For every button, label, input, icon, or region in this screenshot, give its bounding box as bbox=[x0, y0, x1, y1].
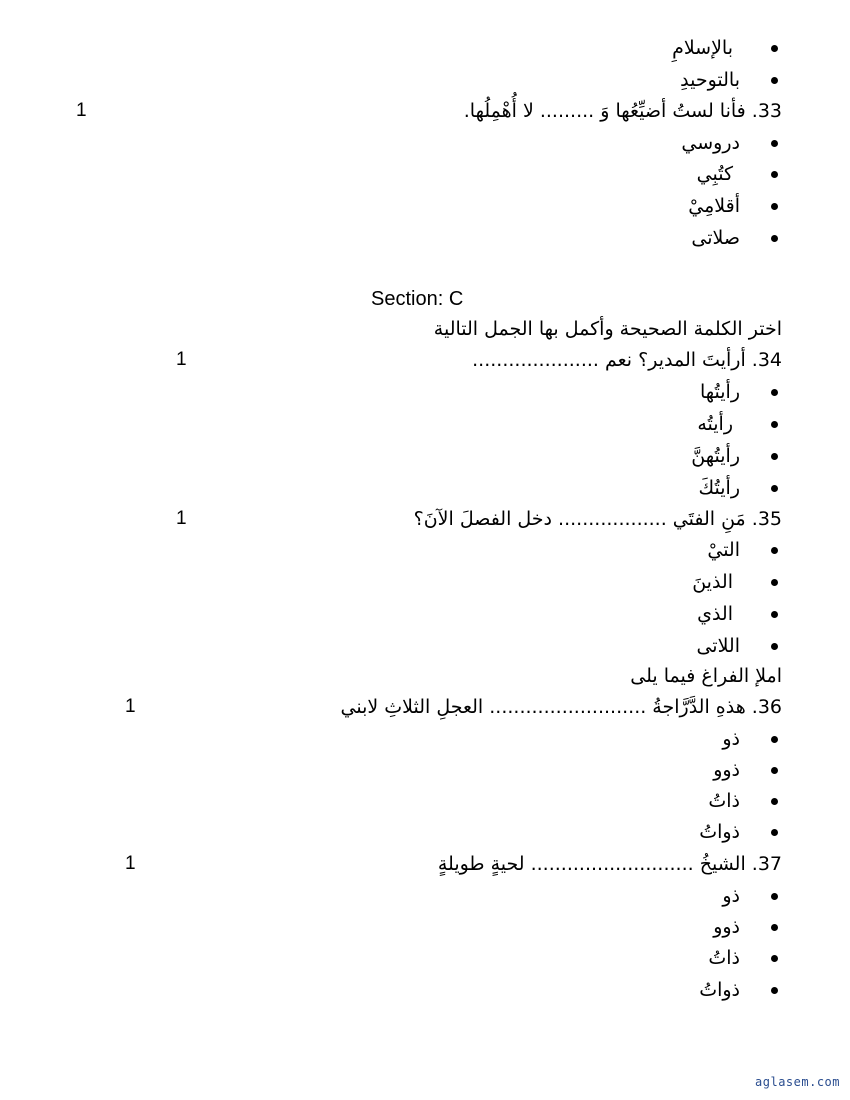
instruction-heading: اختر الكلمة الصحيحة وأكمل بها الجمل التالية bbox=[433, 318, 782, 340]
bullet-icon bbox=[771, 643, 778, 650]
bullet-icon bbox=[771, 421, 778, 428]
q35-option-2: الذينَ bbox=[692, 571, 733, 593]
q35-option-1: التيْ bbox=[707, 539, 740, 561]
q36-option-3: ذاتُ bbox=[708, 790, 740, 812]
q35-option-3: الذي bbox=[697, 603, 733, 625]
bullet-icon bbox=[771, 140, 778, 147]
q37-option-3: ذاتُ bbox=[708, 947, 740, 969]
footer-source-link[interactable]: aglasem.com bbox=[755, 1075, 840, 1089]
section-title: Section: C bbox=[371, 288, 464, 310]
bullet-icon bbox=[771, 829, 778, 836]
bullet-icon bbox=[771, 955, 778, 962]
question-36-marks: 1 bbox=[125, 696, 136, 717]
q33-option-2: كتُبِي bbox=[696, 163, 733, 185]
bullet-icon bbox=[771, 77, 778, 84]
question-37: 37. الشيخُ ........................... لحيةٍ طويلةٍ bbox=[437, 853, 782, 875]
question-35-marks: 1 bbox=[176, 508, 187, 529]
bullet-icon bbox=[771, 171, 778, 178]
bullet-icon bbox=[771, 203, 778, 210]
bullet-icon bbox=[771, 924, 778, 931]
q34-option-1: رأيتُها bbox=[699, 381, 740, 403]
bullet-icon bbox=[771, 611, 778, 618]
fill-blank-instruction: املإ الفراغ فيما يلی bbox=[630, 665, 782, 687]
q37-option-2: ذوو bbox=[713, 916, 740, 938]
question-34: 34. أرأيتَ المدير؟ نعم ..................... bbox=[472, 349, 782, 371]
question-37-marks: 1 bbox=[125, 853, 136, 874]
q33-option-3: أقلامِيْ bbox=[688, 195, 740, 217]
question-33-marks: 1 bbox=[76, 100, 87, 121]
bullet-icon bbox=[771, 485, 778, 492]
bullet-icon bbox=[771, 389, 778, 396]
bullet-icon bbox=[771, 987, 778, 994]
q32-option-4: بالتوحيدِ bbox=[680, 69, 740, 91]
bullet-icon bbox=[771, 45, 778, 52]
q34-option-3: رأيتُهنَّ bbox=[691, 445, 740, 467]
q36-option-2: ذوو bbox=[713, 759, 740, 781]
bullet-icon bbox=[771, 767, 778, 774]
q34-option-4: رأيتُكَ bbox=[698, 477, 740, 499]
q36-option-4: ذواتُ bbox=[699, 821, 740, 843]
bullet-icon bbox=[771, 893, 778, 900]
q35-option-4: اللاتی bbox=[696, 635, 740, 657]
bullet-icon bbox=[771, 579, 778, 586]
question-33: 33. فأنا لستُ أضيِّعُها وَ ......... لا أُهْمِلُها. bbox=[463, 100, 782, 122]
bullet-icon bbox=[771, 736, 778, 743]
bullet-icon bbox=[771, 547, 778, 554]
q36-option-1: ذو bbox=[722, 728, 740, 750]
q33-option-1: دروسي bbox=[681, 132, 740, 154]
q32-option-3: بالإسلامِ bbox=[672, 37, 733, 59]
q33-option-4: صلاتی bbox=[691, 227, 740, 249]
q37-option-1: ذو bbox=[722, 885, 740, 907]
q37-option-4: ذواتُ bbox=[699, 979, 740, 1001]
question-36: 36. هذهِ الدَّرَّاجةُ .......................... العجلِ الثلاثِ لابني bbox=[340, 696, 782, 718]
bullet-icon bbox=[771, 453, 778, 460]
question-35: 35. مَنِ الفتَي .................. دخل الفصلَ الآنَ؟ bbox=[413, 508, 782, 530]
question-34-marks: 1 bbox=[176, 349, 187, 370]
bullet-icon bbox=[771, 235, 778, 242]
bullet-icon bbox=[771, 798, 778, 805]
q34-option-2: رأيتُه bbox=[697, 413, 733, 435]
